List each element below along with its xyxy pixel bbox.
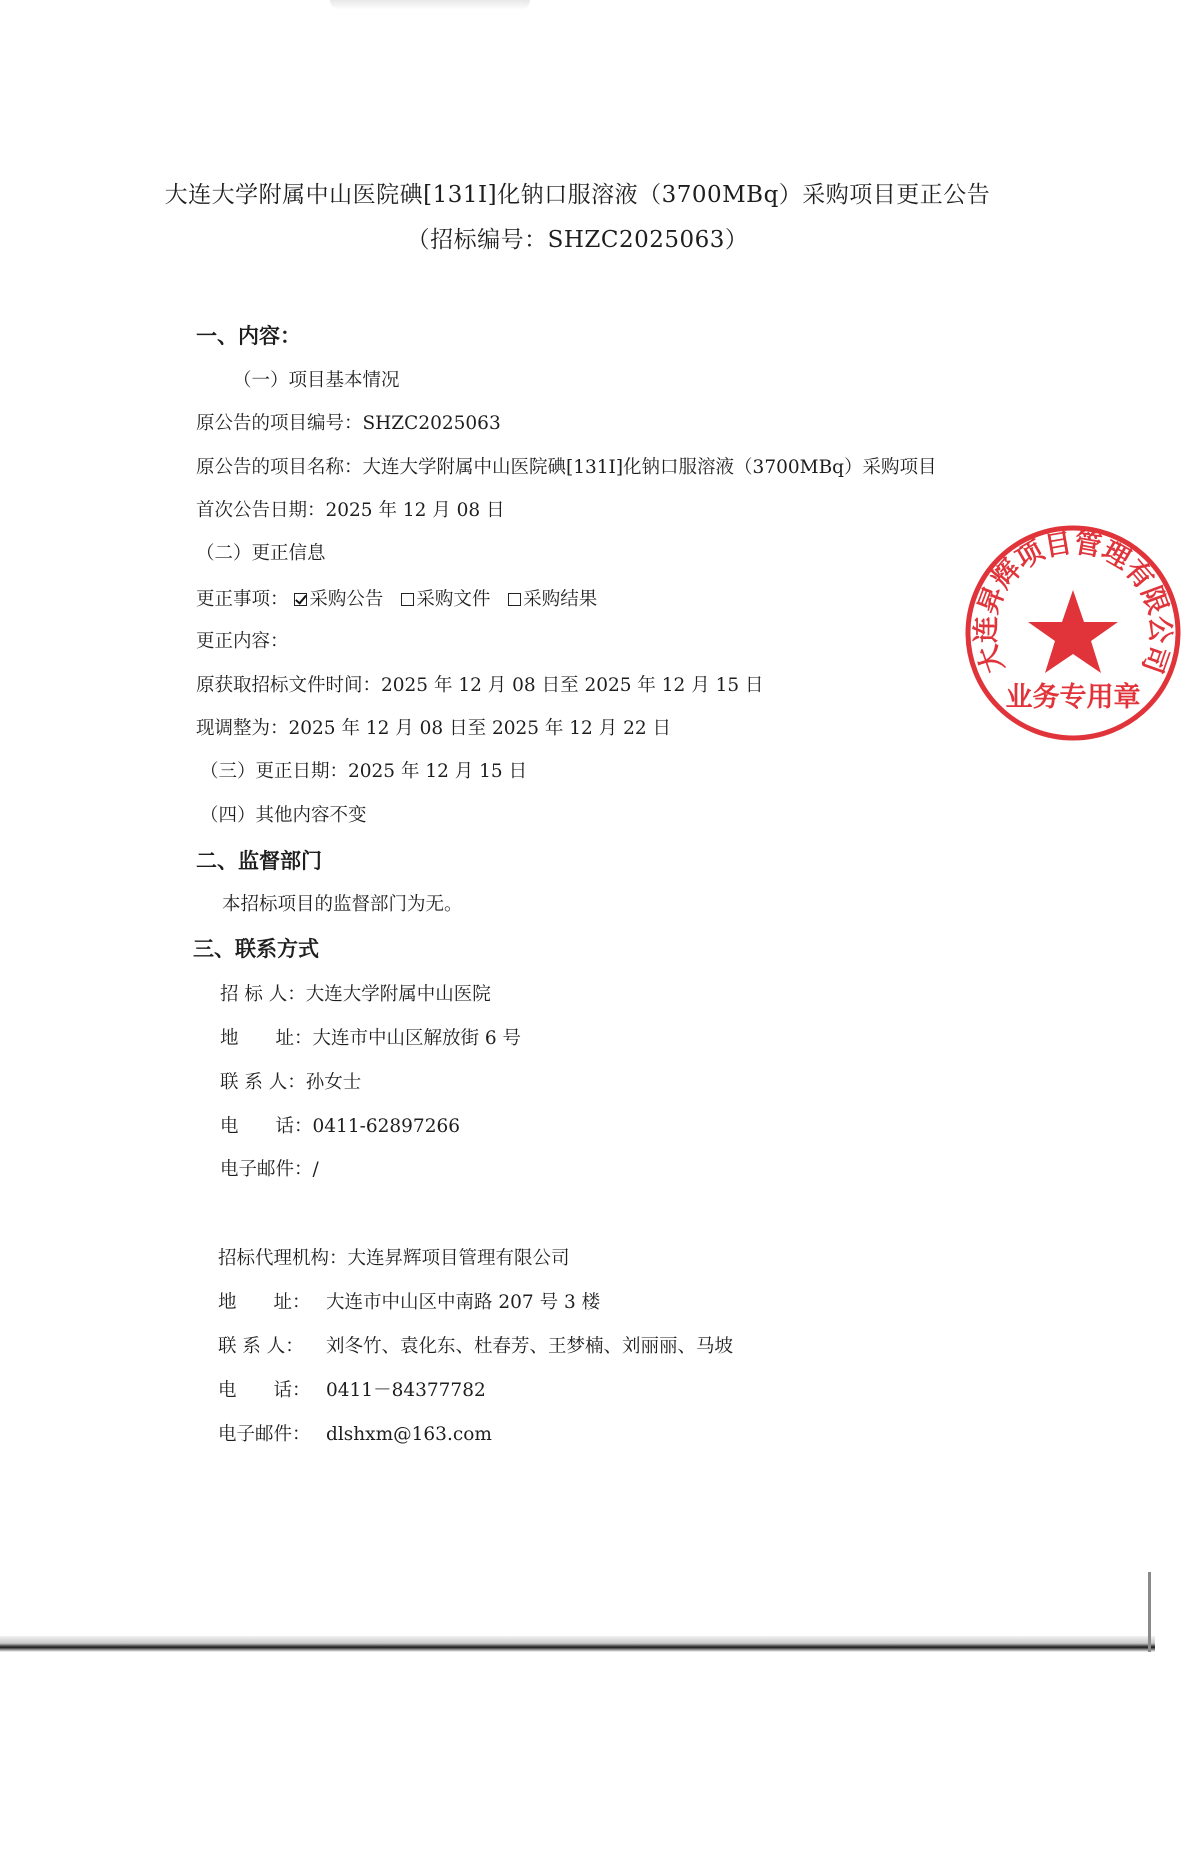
agent-phone-label: 电 话：	[218, 1380, 311, 1401]
section-3-heading: 三、联系方式	[193, 936, 319, 961]
correction-content-label: 更正内容：	[196, 631, 289, 652]
agent-address: 大连市中山区中南路 207 号 3 楼	[326, 1292, 601, 1313]
agent-contact: 刘冬竹、袁化东、杜春芳、王梦楠、刘丽丽、马坡	[326, 1336, 734, 1357]
agent-name-row	[218, 1244, 570, 1270]
announcement-title: 大连大学附属中山医院碘[131I]化钠口服溶液（3700MBq）采购项目更正公告	[164, 182, 991, 208]
agent-contact-row	[218, 1332, 733, 1358]
correction-items-row	[196, 585, 597, 611]
agent-email-label: 电子邮件：	[218, 1424, 311, 1445]
agent-contact-label: 联 系 人：	[218, 1336, 304, 1357]
buyer-phone-row	[220, 1112, 460, 1138]
agent-phone-row	[218, 1376, 486, 1402]
option-documents: 采购文件	[416, 589, 491, 610]
agent-address-row	[218, 1288, 600, 1314]
buyer-name-label: 招 标 人：	[220, 984, 306, 1005]
original-project-name: 原公告的项目名称：大连大学附属中山医院碘[131I]化钠口服溶液（3700MBq）采购项目	[196, 457, 937, 478]
correction-date: （三）更正日期：2025 年 12 月 15 日	[200, 761, 528, 782]
buyer-phone: 0411-62897266	[312, 1116, 461, 1137]
scan-right-edge	[1148, 1572, 1151, 1652]
checkbox-icon	[401, 593, 414, 606]
seal-bottom-text: 业务专用章	[1005, 682, 1141, 713]
buyer-contact: 孙女士	[305, 1072, 362, 1093]
buyer-email: /	[312, 1159, 319, 1180]
buyer-phone-label: 电 话：	[220, 1116, 313, 1137]
original-document-time: 原获取招标文件时间：2025 年 12 月 08 日至 2025 年 12 月 15 日	[196, 675, 764, 696]
other-content-unchanged: （四）其他内容不变	[200, 805, 367, 826]
section-2-heading: 二、监督部门	[196, 848, 322, 873]
checkbox-checked-icon	[294, 593, 307, 606]
buyer-contact-label: 联 系 人：	[220, 1072, 306, 1093]
seal-graphic	[958, 518, 1188, 748]
seal-star-icon	[1028, 590, 1118, 673]
correction-items-label: 更正事项：	[196, 589, 289, 610]
subheading-basic-info: （一）项目基本情况	[233, 370, 400, 391]
agent-name-label: 招标代理机构：	[218, 1248, 348, 1269]
buyer-name-row	[220, 980, 491, 1006]
checkbox-icon	[508, 593, 521, 606]
agent-email-row	[218, 1420, 492, 1446]
buyer-email-row	[220, 1155, 319, 1181]
buyer-contact-row	[220, 1068, 361, 1094]
agent-address-label: 地 址：	[218, 1292, 311, 1313]
buyer-address-label: 地 址：	[220, 1028, 313, 1049]
scan-shadow	[330, 0, 530, 10]
first-announcement-date: 首次公告日期：2025 年 12 月 08 日	[196, 500, 505, 521]
seal-arc-text: 大连昇辉项目管理有限公司	[970, 527, 1176, 677]
adjusted-document-time: 现调整为：2025 年 12 月 08 日至 2025 年 12 月 22 日	[196, 718, 672, 739]
subheading-correction-info: （二）更正信息	[196, 543, 326, 564]
option-announcement: 采购公告	[309, 589, 384, 610]
section-1-heading: 一、内容：	[196, 323, 301, 348]
buyer-email-label: 电子邮件：	[220, 1159, 313, 1180]
tender-number: （招标编号：SHZC2025063）	[406, 227, 749, 253]
buyer-address-row	[220, 1024, 521, 1050]
agent-name: 大连昇辉项目管理有限公司	[347, 1248, 570, 1269]
original-project-number: 原公告的项目编号：SHZC2025063	[196, 413, 501, 434]
agent-email: dlshxm@163.com	[326, 1424, 492, 1445]
buyer-address: 大连市中山区解放街 6 号	[312, 1028, 522, 1049]
buyer-name: 大连大学附属中山医院	[305, 984, 491, 1005]
supervision-text: 本招标项目的监督部门为无。	[222, 894, 463, 915]
scan-edge	[0, 1636, 1155, 1652]
option-results: 采购结果	[523, 589, 598, 610]
company-seal	[958, 518, 1188, 748]
agent-phone: 0411－84377782	[326, 1380, 486, 1401]
